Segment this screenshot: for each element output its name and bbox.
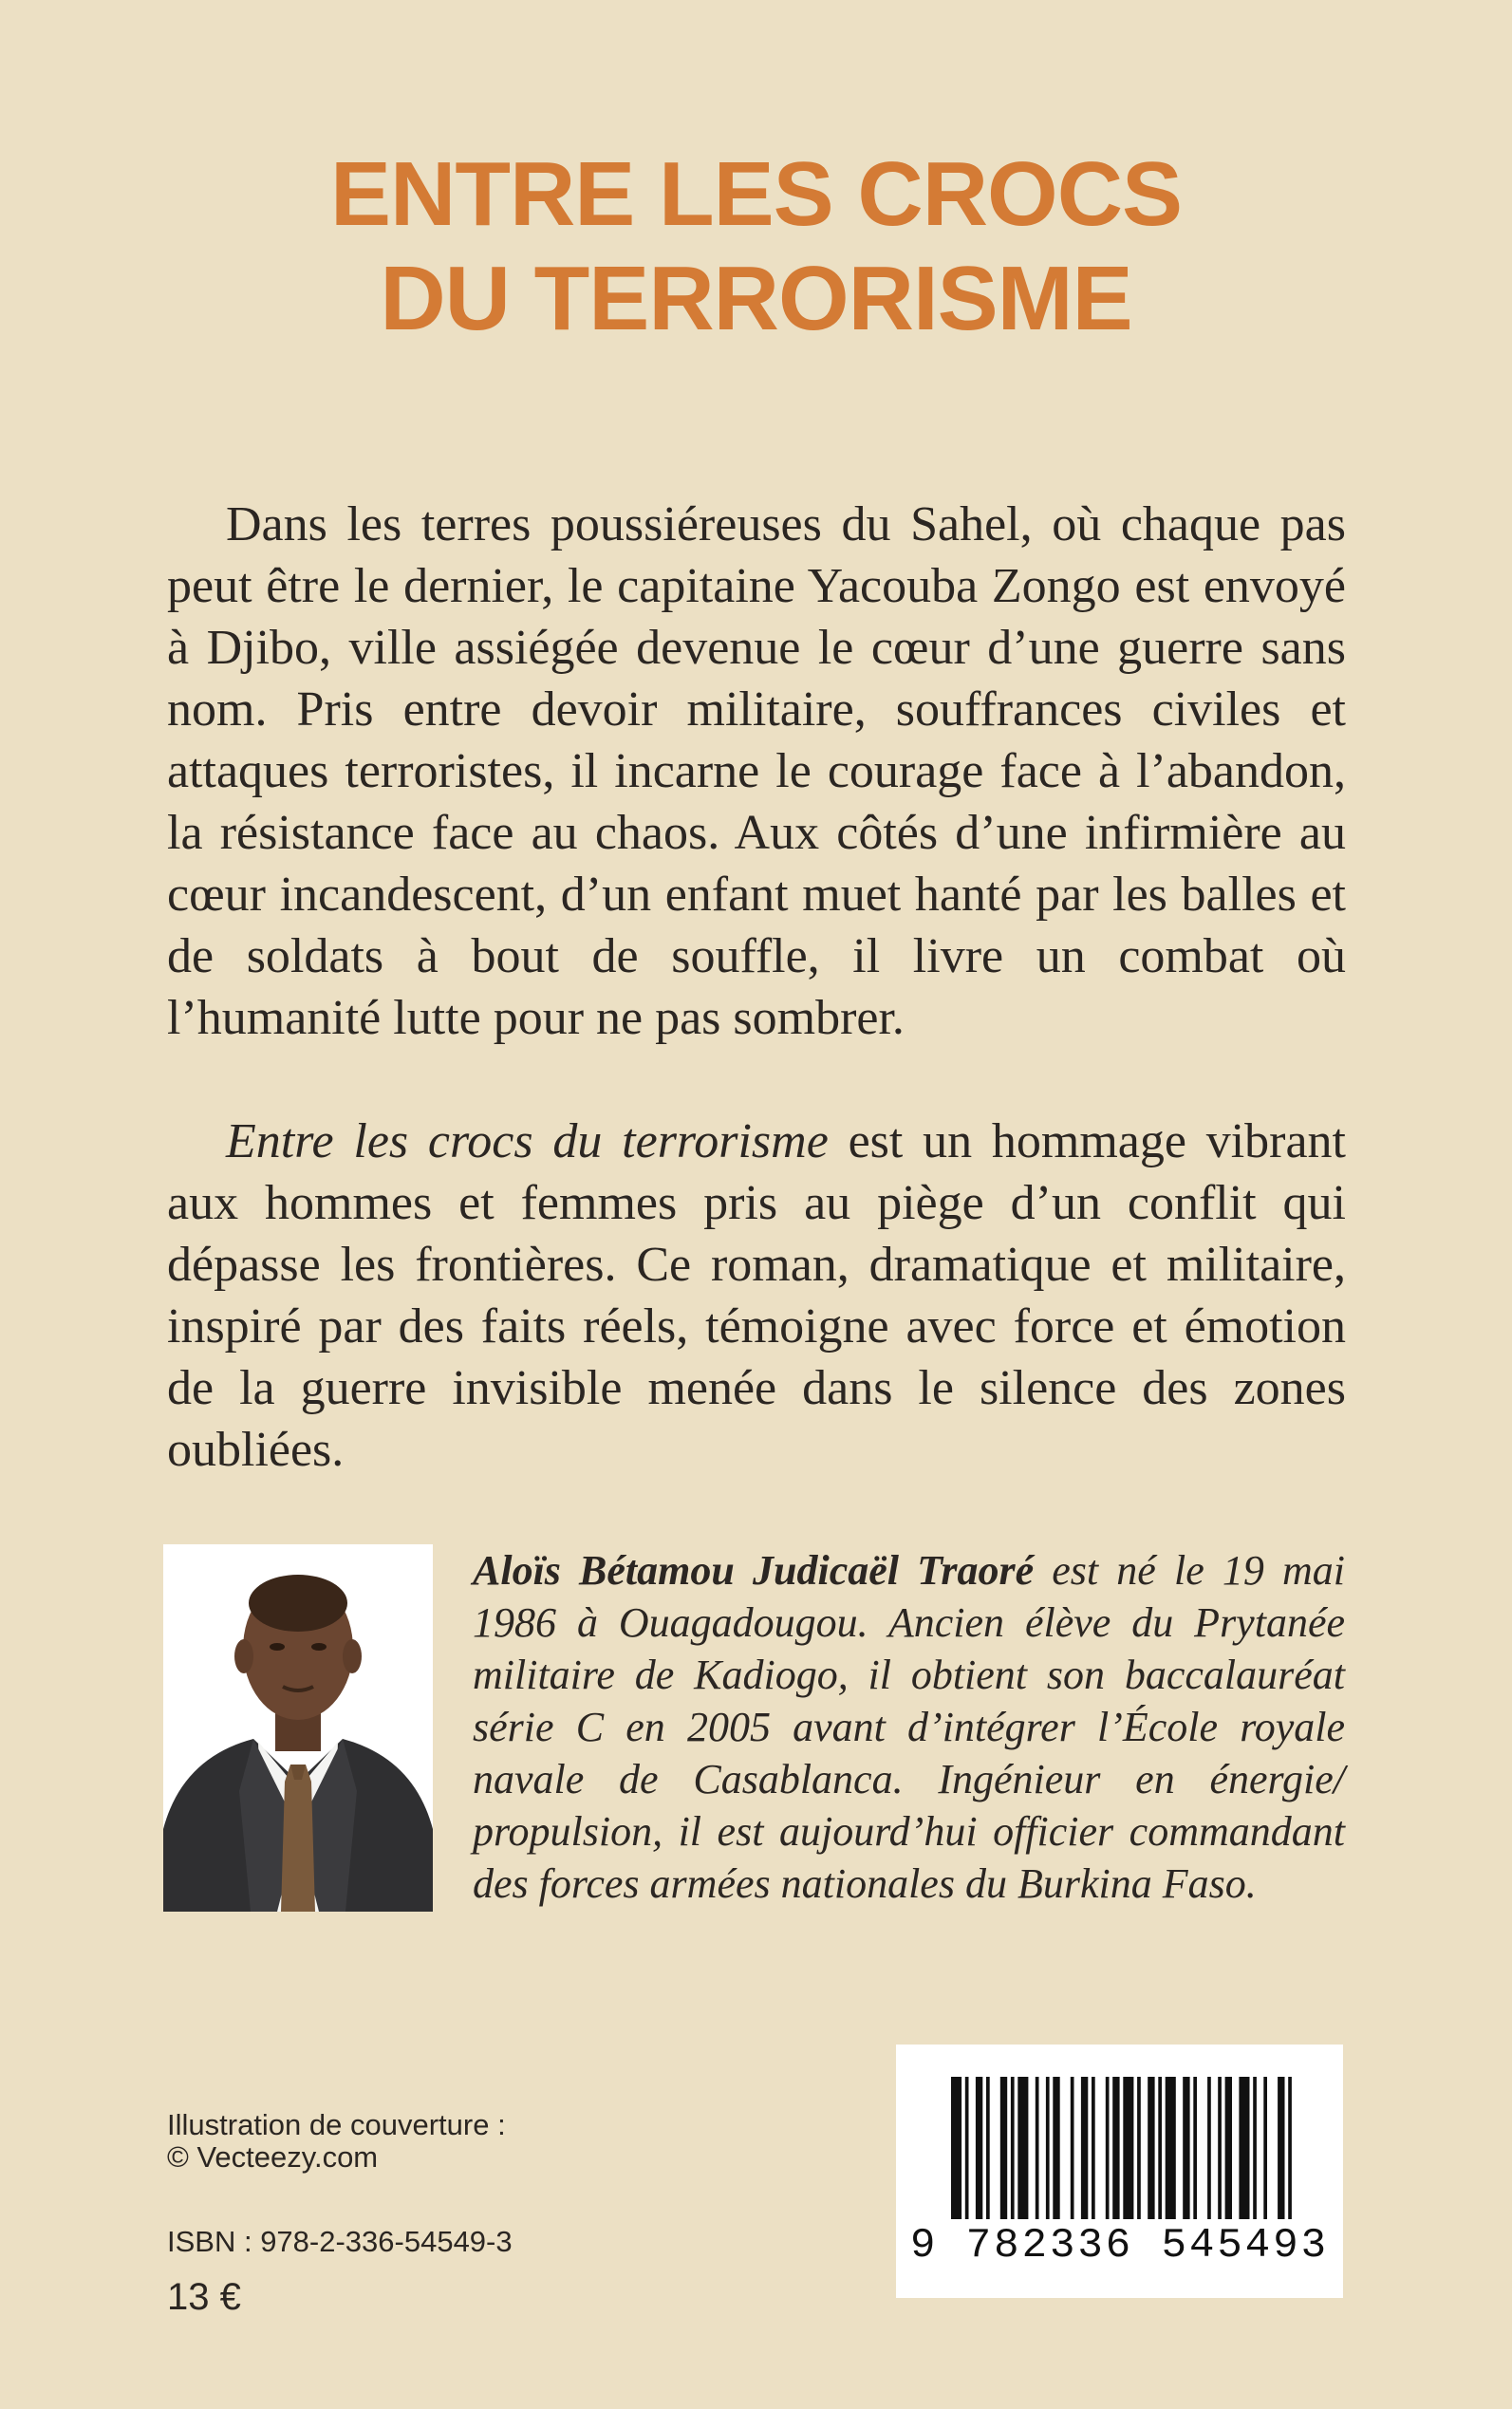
author-photo: [163, 1544, 433, 1912]
barcode-bar: [986, 2077, 990, 2219]
synopsis-paragraph-2: [167, 1111, 1346, 1481]
barcode-digits: 9 782336 545493: [909, 2222, 1330, 2269]
barcode-bar: [1123, 2077, 1133, 2219]
credits-line-1: Illustration de couverture :: [167, 2108, 506, 2141]
credits-line-2: © Vecteezy.com: [167, 2140, 379, 2174]
barcode-bar: [1263, 2077, 1267, 2219]
author-bio-text: est né le 19 mai 1986 à Ouagadougou. Ancien élève du Prytanée militaire de Kadiogo, il obtient son baccalauréat série C en 2005 avant d’intégrer l’École royale navale de Casablanca. Ingénieur en énergie/ propulsion, il est aujourd’hui officier commandant des forces armées nationales du Burkina Faso.: [473, 1547, 1345, 1907]
barcode-bar: [1288, 2077, 1292, 2219]
isbn: ISBN : 978-2-336-54549-3: [167, 2225, 513, 2258]
barcode-bar: [951, 2077, 961, 2219]
illustration-credits: [167, 2109, 506, 2174]
barcode-bar: [1183, 2077, 1189, 2219]
barcode-bar: [1053, 2077, 1059, 2219]
book-title: [0, 142, 1512, 351]
barcode-bar: [1137, 2077, 1141, 2219]
barcode-bar: [1071, 2077, 1074, 2219]
synopsis: [167, 494, 1346, 1481]
title-line-2: DU TERRORISME: [380, 248, 1132, 349]
barcode-bar: [1036, 2077, 1039, 2219]
barcode-bar: [1207, 2077, 1211, 2219]
barcode-bar: [976, 2077, 982, 2219]
barcode-bar: [1106, 2077, 1110, 2219]
barcode-bar: [1239, 2077, 1249, 2219]
barcode-bar: [1092, 2077, 1095, 2219]
synopsis-paragraph-2-text: est un hommage vibrant aux hommes et femmes pris au piège d’un conflit qui dépasse les frontières. Ce roman, dramatique et militaire, inspiré par des faits réels, témoigne avec force et émotion de la guerre invisible menée dans le silence des zones oubliées.: [167, 1114, 1347, 1477]
barcode-bar: [1166, 2077, 1176, 2219]
title-line-1: ENTRE LES CROCS: [329, 143, 1183, 245]
barcode-bar: [1081, 2077, 1088, 2219]
price: 13 €: [167, 2276, 241, 2318]
barcode-bar: [1017, 2077, 1028, 2219]
barcode-bar: [1218, 2077, 1222, 2219]
barcode: [896, 2045, 1343, 2298]
synopsis-paragraph-1: Dans les terres poussiéreuses du Sahel, où chaque pas peut être le dernier, le capitaine Yacouba Zongo est envoyé à Djibo, ville assiégée devenue le cœur d’une guerre sans nom. Pris entre devoir militaire, souffrances civiles et attaques terroristes, il incarne le courage face à l’abandon, la résistance face au chaos. Aux côtés d’une infirmière au cœur incandescent, d’un enfant muet hanté par les balles et de soldats à bout de souffle, il livre un combat où l’humanité lutte pour ne pas sombrer.: [167, 497, 1346, 1045]
barcode-bar: [1253, 2077, 1257, 2219]
barcode-bar: [1112, 2077, 1119, 2219]
book-title-italic: Entre les crocs du terrorisme: [226, 1114, 829, 1168]
barcode-bar: [965, 2077, 969, 2219]
barcode-bar: [1148, 2077, 1154, 2219]
barcode-bar: [1158, 2077, 1162, 2219]
barcode-bar: [1000, 2077, 1007, 2219]
barcode-bar: [1193, 2077, 1197, 2219]
author-bio: [473, 1544, 1345, 1910]
barcode-bar: [1011, 2077, 1015, 2219]
barcode-bar: [1278, 2077, 1284, 2219]
barcode-bar: [1225, 2077, 1232, 2219]
barcode-bar: [1046, 2077, 1050, 2219]
author-name: Aloïs Bétamou Judicaël Traoré: [473, 1547, 1035, 1594]
